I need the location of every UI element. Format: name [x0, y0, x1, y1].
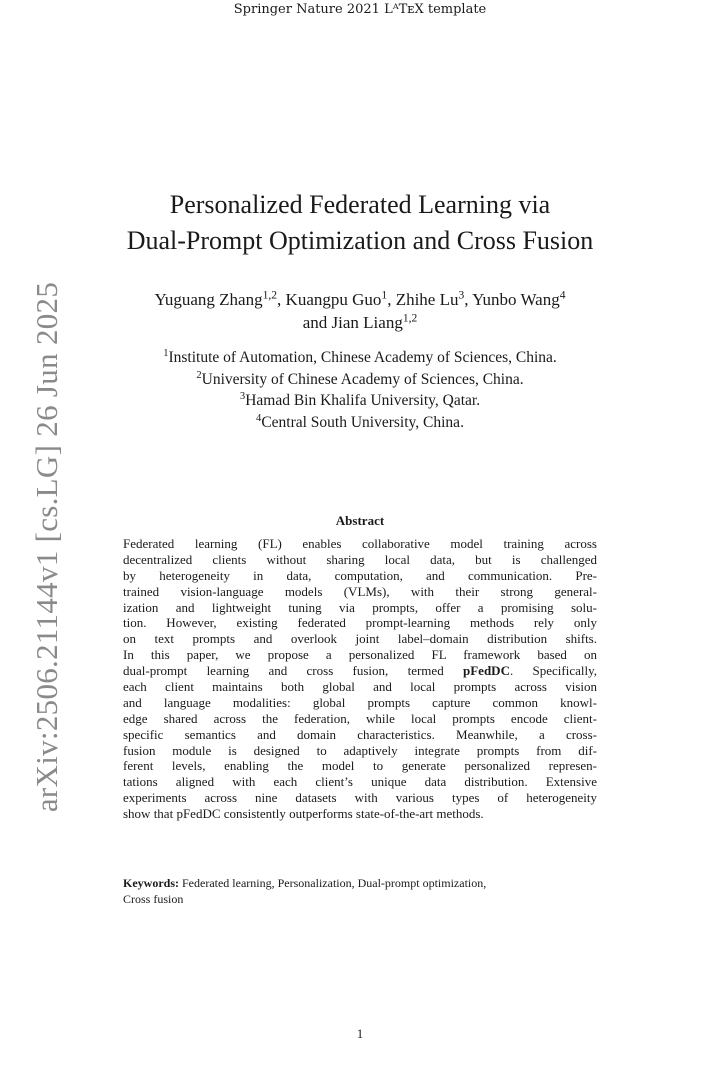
- affiliation: [90, 412, 630, 434]
- affiliation-text: Central South University, China.: [261, 413, 464, 431]
- abstract-line: ferent levels, enabling the model to generate personalized represen-: [123, 758, 597, 774]
- abstract-line: and language modalities: global prompts capture common knowl-: [123, 694, 597, 710]
- keywords-text: Federated learning, Personalization, Dual-prompt optimization,: [182, 876, 487, 890]
- abstract-line: tations aligned with each client’s unique data distribution. Extensive: [123, 774, 597, 790]
- abstract-line: edge shared across the federation, while local prompts encode client-: [123, 710, 597, 726]
- paper-title: [90, 187, 630, 259]
- affiliation-text: Institute of Automation, Chinese Academy of Sciences, China.: [168, 349, 557, 366]
- abstract-line: experiments across nine datasets with various types of heterogeneity: [123, 790, 597, 806]
- author-separator: ,: [277, 290, 286, 309]
- abstract-line-text: dual-prompt learning and cross fusion, termed: [123, 663, 444, 679]
- abstract-line-text: . Specifically,: [509, 663, 598, 679]
- title-line: Dual-Prompt Optimization and Cross Fusion: [126, 226, 594, 255]
- author-name: Yunbo Wang: [472, 290, 560, 309]
- abstract-line: Federated learning (FL) enables collaborative model training across: [123, 536, 597, 551]
- page-number: 1: [356, 1026, 364, 1041]
- keywords-line: [123, 875, 597, 891]
- affiliation-list: [90, 347, 630, 433]
- affiliation: [90, 369, 630, 391]
- affiliation: [90, 390, 630, 412]
- author-affiliation-mark: 1,2: [262, 288, 278, 302]
- running-header: Springer Nature 2021 LᴬTᴇX template: [233, 2, 487, 17]
- affiliation-text: University of Chinese Academy of Sciences, China.: [201, 370, 524, 388]
- abstract-line: specific semantics and domain characteristics. Meanwhile, a cross-: [123, 726, 597, 742]
- abstract-line: each client maintains both global and local prompts across vision: [123, 679, 597, 695]
- affiliation-number: 3: [239, 391, 246, 403]
- arxiv-stamp: arXiv:2506.21144v1 [cs.LG] 26 Jun 2025: [29, 281, 64, 813]
- abstract-line: by heterogeneity in data, computation, and communication. Pre-: [123, 567, 597, 583]
- author-separator: ,: [387, 290, 396, 309]
- abstract-line: tion. However, existing federated prompt-learning methods rely only: [123, 615, 597, 631]
- abstract-line: decentralized clients without sharing local data, but is challenged: [123, 551, 597, 567]
- keywords-line: Cross fusion: [123, 892, 184, 906]
- abstract-heading: Abstract: [335, 513, 385, 528]
- author-name: Kuangpu Guo: [285, 290, 382, 309]
- method-name: pFedDC: [463, 663, 510, 679]
- author-name: and Jian Liang: [302, 313, 403, 332]
- affiliation-number: 4: [256, 412, 262, 424]
- author-list: [90, 288, 630, 334]
- abstract-line: trained vision-language models (VLMs), with their strong general-: [123, 583, 597, 599]
- author-separator: ,: [464, 290, 473, 309]
- author-name: Yuguang Zhang: [154, 290, 263, 309]
- author-affiliation-mark: 1,2: [402, 311, 418, 325]
- keywords-label: Keywords:: [123, 876, 179, 890]
- affiliation: [90, 347, 630, 369]
- affiliation-number: 1: [163, 348, 169, 360]
- author-affiliation-mark: 1: [381, 288, 388, 302]
- author-affiliation-mark: 4: [559, 288, 566, 302]
- keywords: [123, 875, 597, 907]
- abstract-body: [123, 536, 597, 822]
- abstract-line: In this paper, we propose a personalized FL framework based on: [123, 647, 597, 663]
- author-affiliation-mark: 3: [458, 288, 465, 302]
- affiliation-text: Hamad Bin Khalifa University, Qatar.: [245, 392, 481, 409]
- author-name: Zhihe Lu: [395, 290, 459, 309]
- affiliation-number: 2: [196, 369, 202, 381]
- author-line: [90, 288, 630, 311]
- abstract-line: show that pFedDC consistently outperforms state-of-the-art methods.: [123, 806, 484, 822]
- abstract-line: on text prompts and overlook joint label–domain distribution shifts.: [123, 631, 597, 647]
- abstract-line: [123, 663, 597, 679]
- title-line: Personalized Federated Learning via: [169, 190, 551, 219]
- author-line: [90, 311, 630, 334]
- abstract-line: fusion module is designed to adaptively integrate prompts from dif-: [123, 742, 597, 758]
- abstract-line: ization and lightweight tuning via prompts, offer a promising solu-: [123, 599, 597, 615]
